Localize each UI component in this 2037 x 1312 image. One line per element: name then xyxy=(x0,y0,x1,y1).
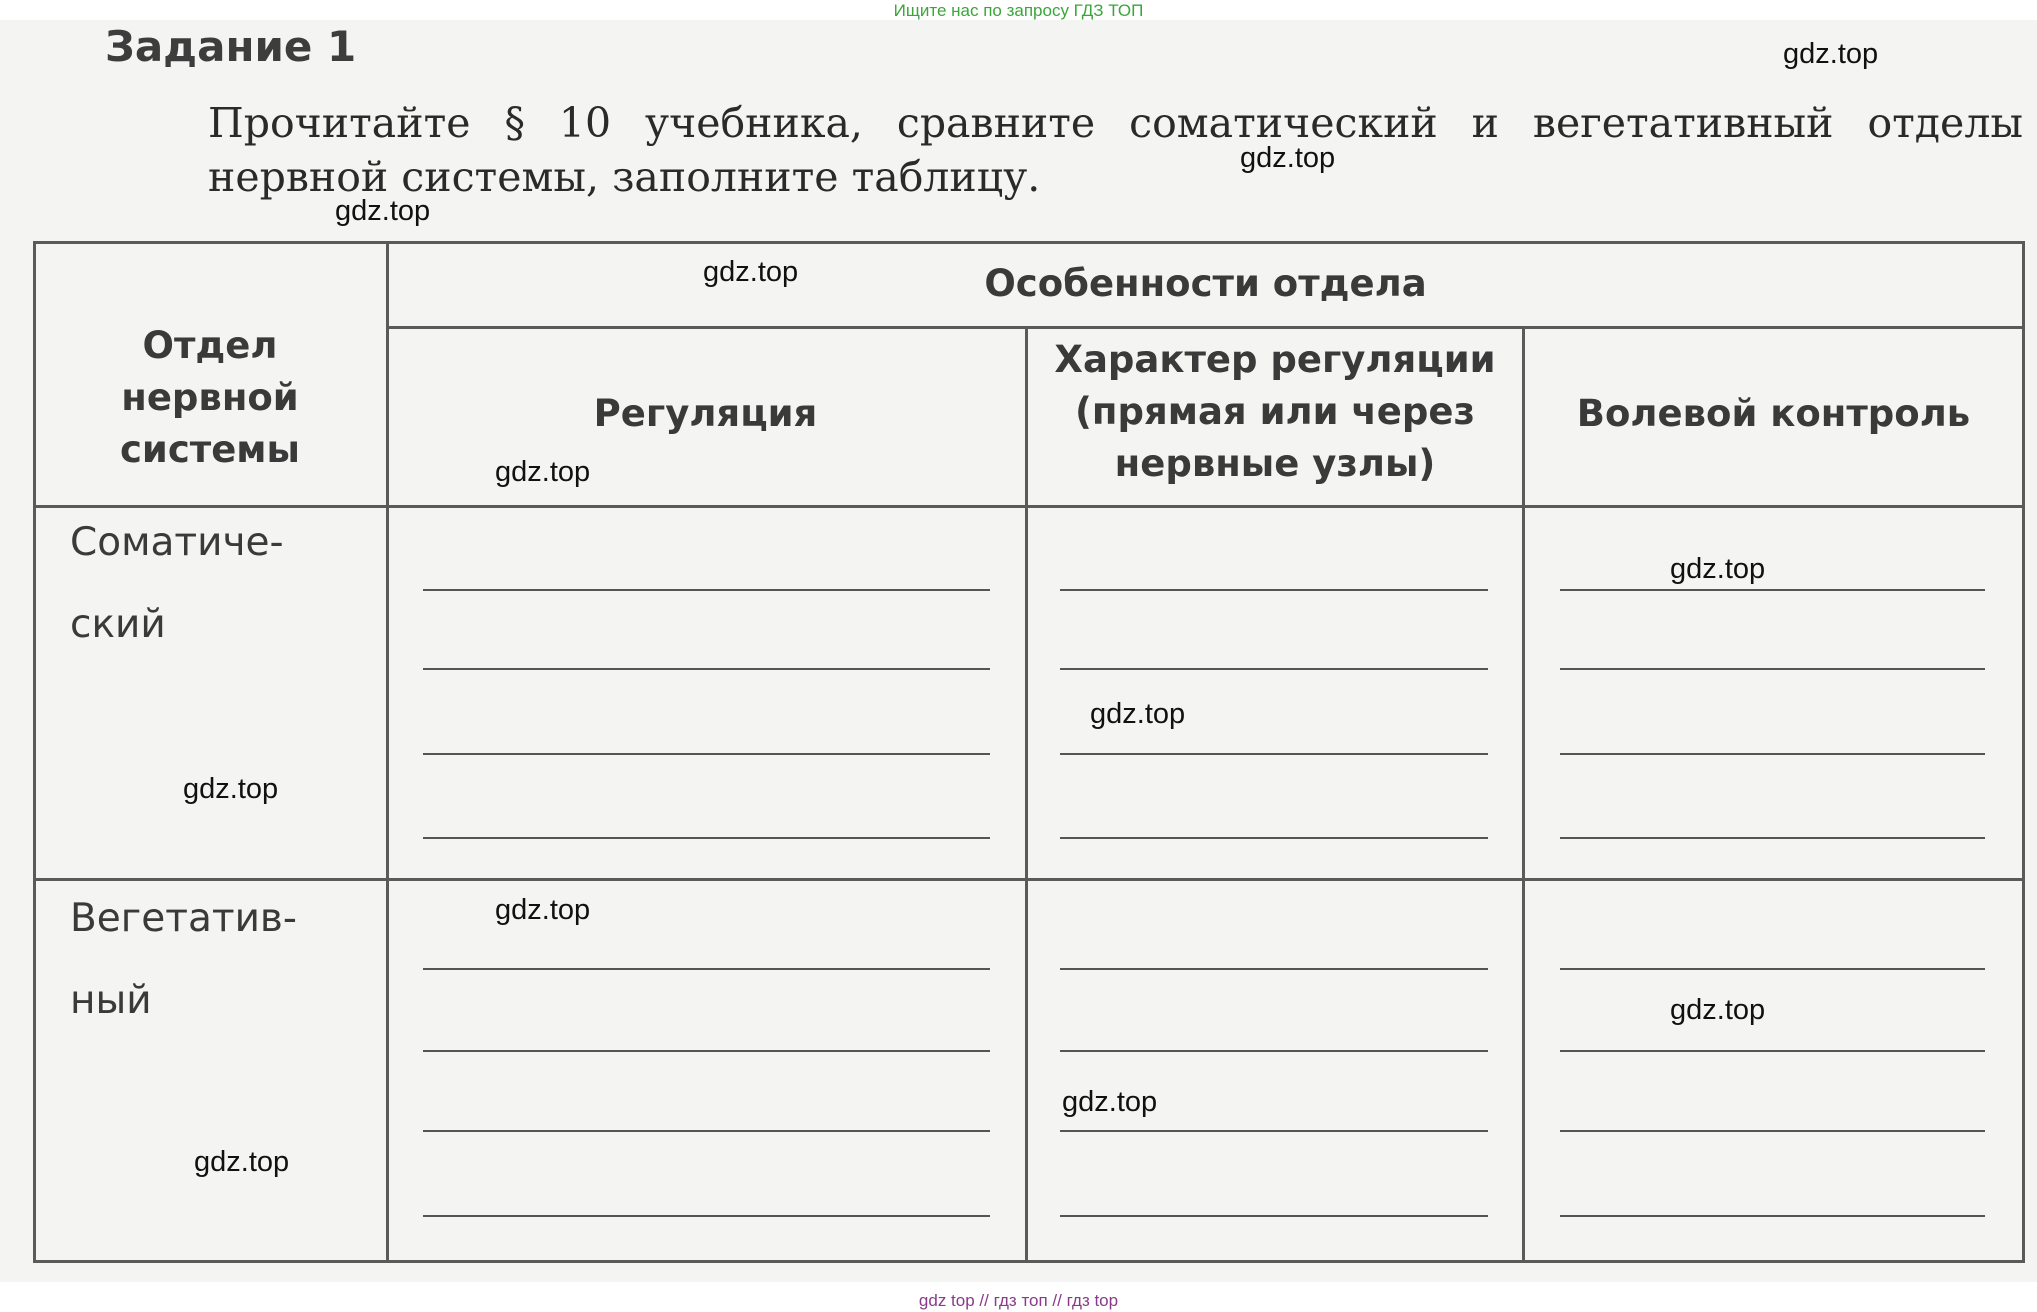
row-label-line: ский xyxy=(70,602,166,647)
header-character: Характер регуляции (прямая или через нервные узлы) xyxy=(1054,338,1496,485)
answer-line[interactable] xyxy=(1060,1050,1488,1052)
answer-line[interactable] xyxy=(1560,589,1985,591)
row-label-line: Вегетатив- xyxy=(70,896,297,941)
watermark: gdz.top xyxy=(495,894,591,926)
answer-line[interactable] xyxy=(1560,837,1985,839)
watermark: gdz.top xyxy=(1062,1086,1158,1118)
watermark: gdz.top xyxy=(495,456,591,488)
answer-line[interactable] xyxy=(423,1130,990,1132)
answer-line[interactable] xyxy=(1060,668,1488,670)
answer-line[interactable] xyxy=(1560,1130,1985,1132)
header-department: Отдел нервной системы xyxy=(119,324,301,471)
row-label-line: Соматиче- xyxy=(70,520,284,565)
row-label-vegetative xyxy=(70,878,297,1042)
row-label-somatic xyxy=(70,502,284,666)
answer-line[interactable] xyxy=(1060,1215,1488,1217)
answer-line[interactable] xyxy=(1060,589,1488,591)
watermark: gdz.top xyxy=(1090,698,1186,730)
header-regulation: Регуляция xyxy=(593,392,818,435)
task-instruction: Прочитайте § 10 учебника, сравните соматический и вегетативный отделы нервной системы, заполните таблицу. xyxy=(208,99,2023,201)
watermark: gdz.top xyxy=(1240,142,1336,174)
answer-line[interactable] xyxy=(1560,753,1985,755)
answer-line[interactable] xyxy=(423,837,990,839)
answer-line[interactable] xyxy=(1560,668,1985,670)
top-banner[interactable]: Ищите нас по запросу ГДЗ ТОП xyxy=(893,1,1144,20)
watermark: gdz.top xyxy=(183,773,279,805)
bottom-banner[interactable]: gdz top // гдз топ // гдз top xyxy=(918,1291,1119,1310)
answer-line[interactable] xyxy=(423,968,990,970)
watermark: gdz.top xyxy=(1670,994,1766,1026)
answer-line[interactable] xyxy=(423,753,990,755)
answer-line[interactable] xyxy=(423,589,990,591)
answer-line[interactable] xyxy=(1060,837,1488,839)
answer-line[interactable] xyxy=(1060,1130,1488,1132)
answer-line[interactable] xyxy=(423,1050,990,1052)
header-features: Особенности отдела xyxy=(984,262,1427,305)
table-divider xyxy=(33,505,2025,508)
table-divider xyxy=(1025,326,1028,1263)
answer-line[interactable] xyxy=(1060,968,1488,970)
watermark: gdz.top xyxy=(194,1146,290,1178)
task-title: Задание 1 xyxy=(105,22,357,71)
answer-line[interactable] xyxy=(423,668,990,670)
row-label-line: ный xyxy=(70,978,152,1023)
table-divider xyxy=(386,326,2025,329)
watermark: gdz.top xyxy=(1783,38,1879,70)
answer-line[interactable] xyxy=(423,1215,990,1217)
table-divider xyxy=(1522,326,1525,1263)
table-divider xyxy=(33,878,2025,881)
answer-line[interactable] xyxy=(1560,1050,1985,1052)
header-voluntary-control: Волевой контроль xyxy=(1576,392,1971,435)
answer-line[interactable] xyxy=(1060,753,1488,755)
watermark: gdz.top xyxy=(1670,553,1766,585)
watermark: gdz.top xyxy=(703,256,799,288)
watermark: gdz.top xyxy=(335,195,431,227)
answer-line[interactable] xyxy=(1560,1215,1985,1217)
answer-line[interactable] xyxy=(1560,968,1985,970)
